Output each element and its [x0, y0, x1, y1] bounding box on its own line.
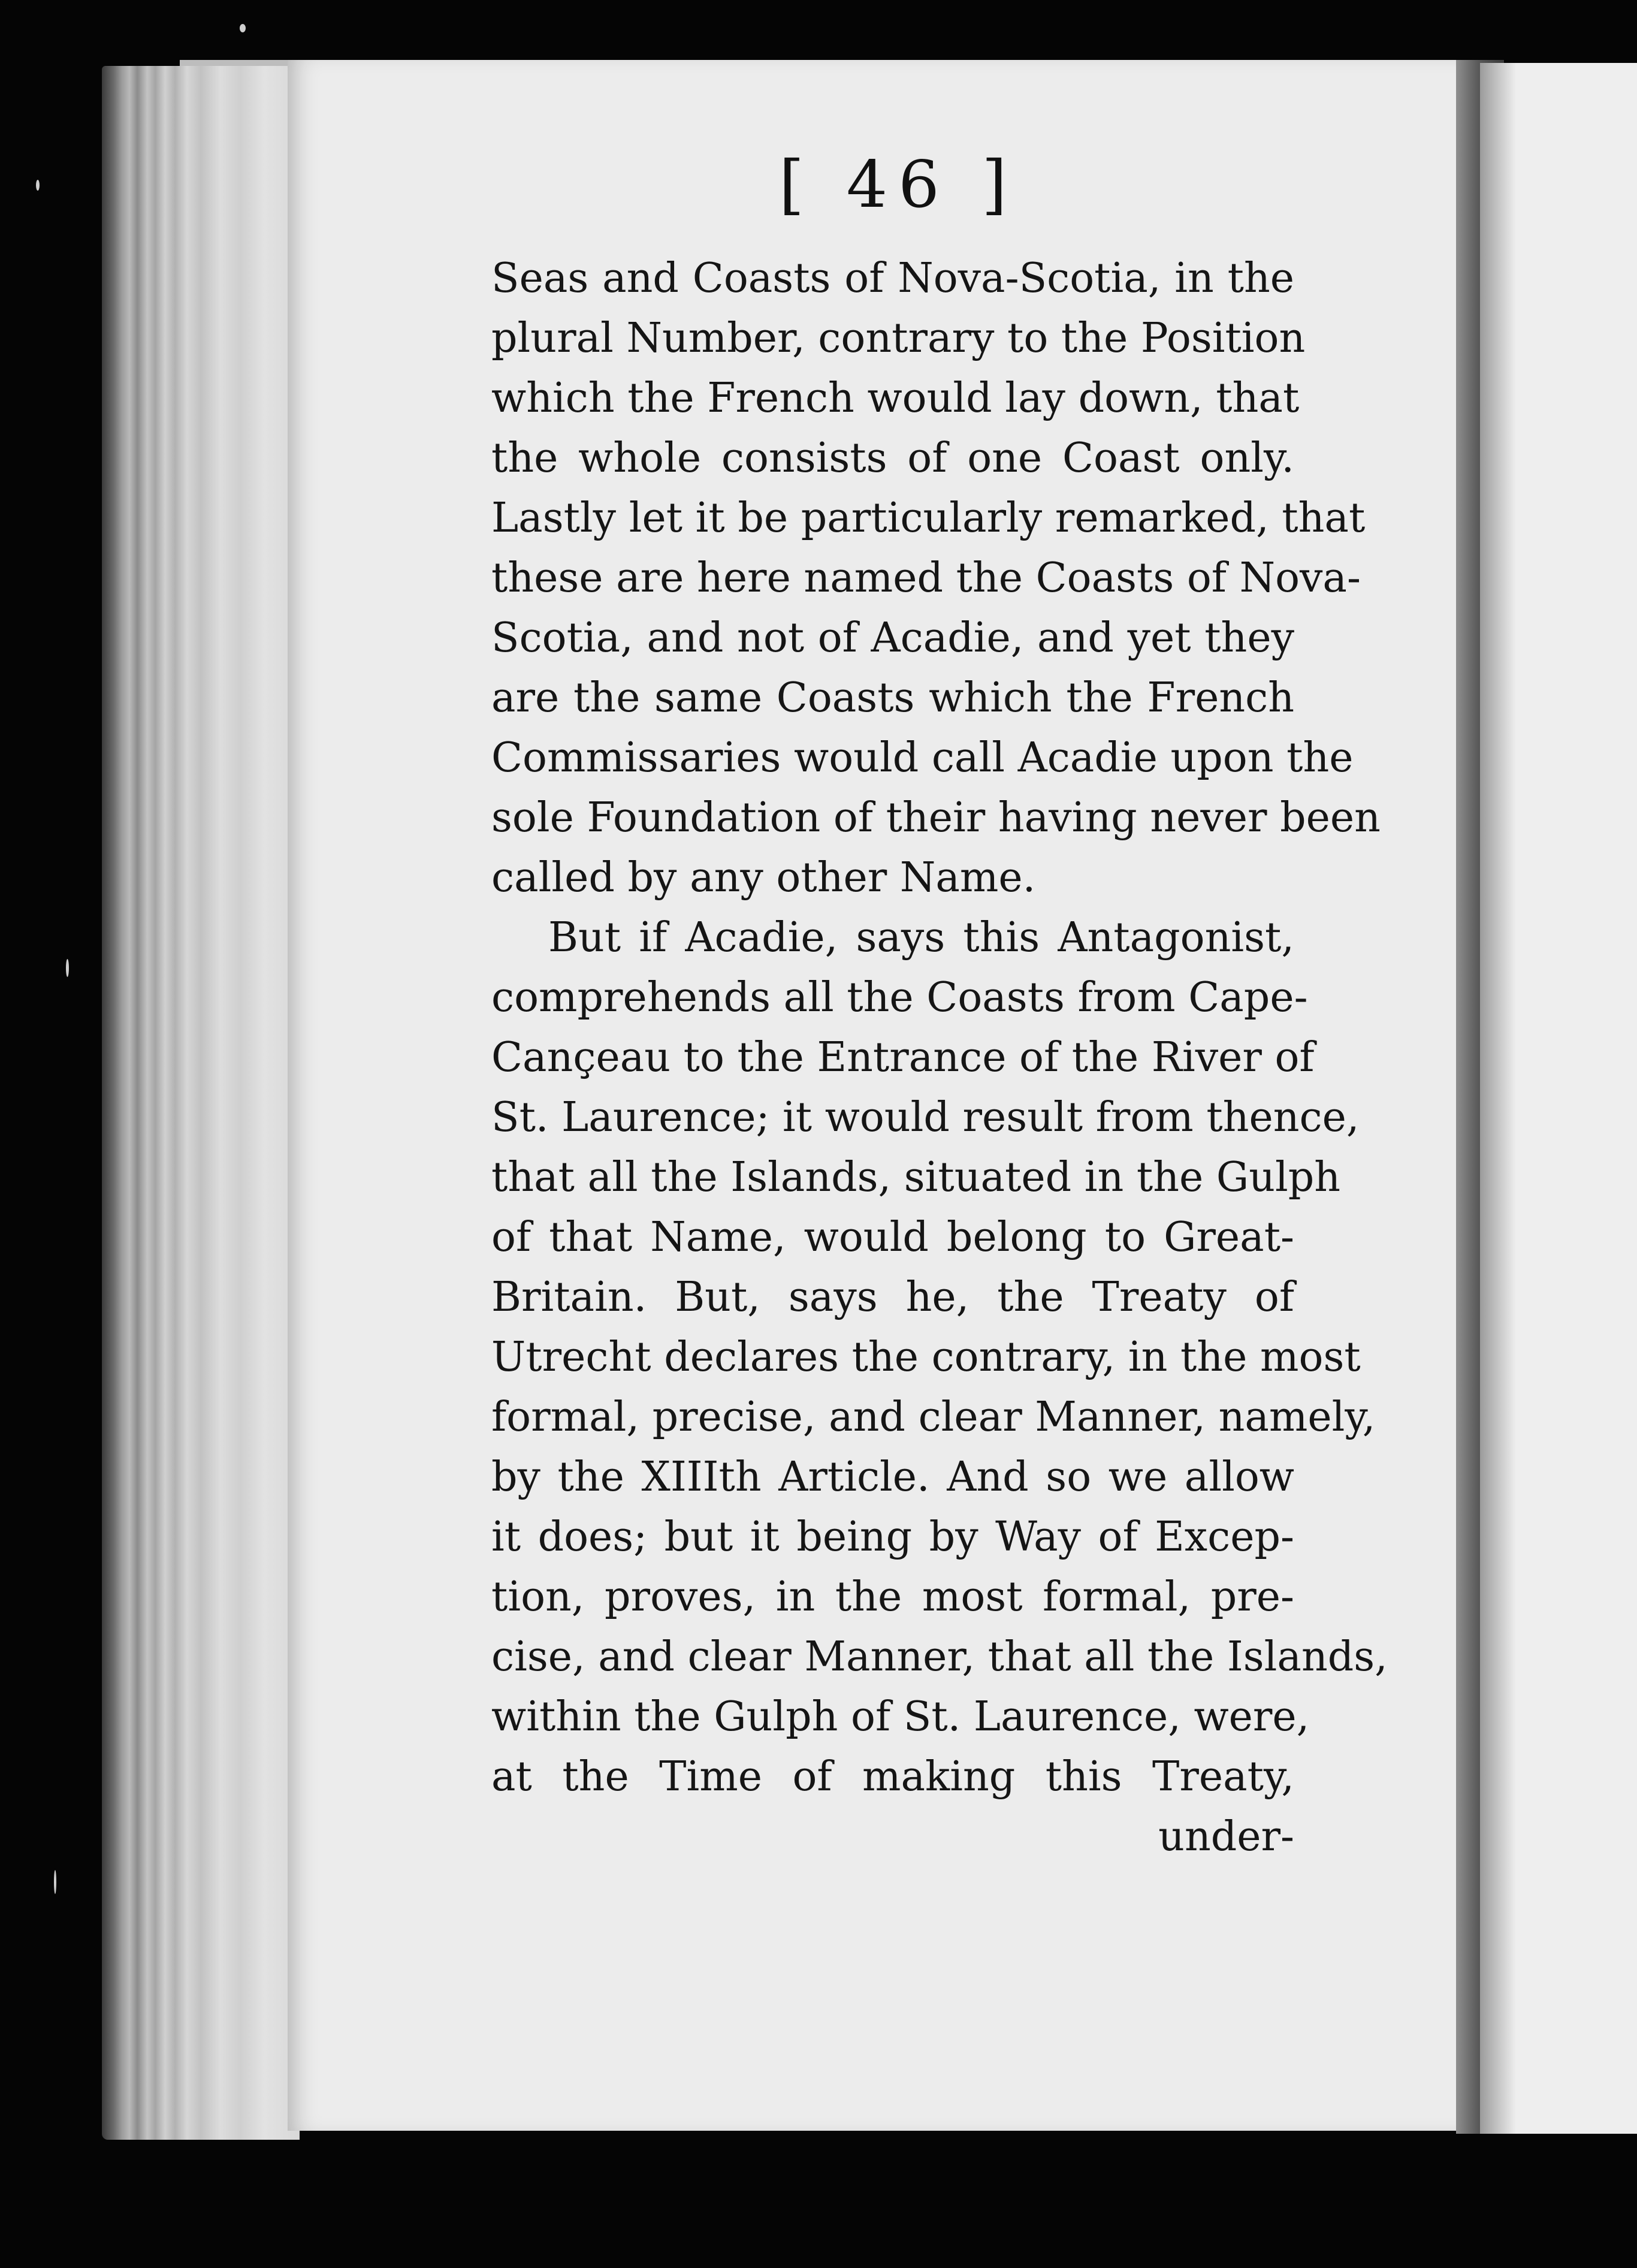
text-line: these are here named the Coasts of Nova- [491, 554, 1361, 602]
text-line: at the Time of making this Treaty, [491, 1753, 1294, 1800]
text-line: cise, and clear Manner, that all the Islands, [491, 1633, 1388, 1681]
text-line: formal, precise, and clear Manner, namely, [491, 1394, 1376, 1441]
page-number: [ 46 ] [779, 147, 1018, 222]
catchword: under- [1158, 1813, 1294, 1860]
text-line: plural Number, contrary to the Position [491, 315, 1306, 362]
text-line: tion, proves, in the most formal, pre- [491, 1573, 1294, 1621]
text-line: within the Gulph of St. Laurence, were, [491, 1693, 1310, 1741]
text-line: by the XIIIth Article. And so we allow [491, 1453, 1294, 1501]
facing-page-shadow [1480, 63, 1516, 2134]
text-body [491, 249, 1388, 1867]
book-page-edges [102, 66, 300, 2140]
text-line: called by any other Name. [491, 854, 1036, 901]
text-line: that all the Islands, situated in the Gulph [491, 1154, 1341, 1201]
text-line: comprehends all the Coasts from Cape- [491, 974, 1308, 1021]
text-line: of that Name, would belong to Great- [491, 1214, 1294, 1261]
text-line: Scotia, and not of Acadie, and yet they [491, 614, 1294, 662]
text-line: Cançeau to the Entrance of the River of [491, 1034, 1315, 1081]
text-line: Seas and Coasts of Nova-Scotia, in the [491, 255, 1294, 302]
text-line: are the same Coasts which the French [491, 674, 1294, 722]
scan-speck [54, 1870, 56, 1894]
scan-speck [66, 959, 69, 977]
text-line: Lastly let it be particularly remarked, that [491, 494, 1366, 542]
text-line: But if Acadie, says this Antagonist, [548, 914, 1294, 961]
text-line: it does; but it being by Way of Excep- [491, 1513, 1294, 1561]
scan-speck [36, 180, 40, 191]
scan-speck [240, 24, 246, 32]
text-line: Britain. But, says he, the Treaty of [491, 1274, 1294, 1321]
text-line: which the French would lay down, that [491, 375, 1300, 422]
text-line: St. Laurence; it would result from thence, [491, 1094, 1360, 1141]
text-line: sole Foundation of their having never been [491, 794, 1381, 842]
text-line: the whole consists of one Coast only. [491, 435, 1294, 482]
text-line: Utrecht declares the contrary, in the most [491, 1334, 1361, 1381]
text-line: Commissaries would call Acadie upon the [491, 734, 1354, 782]
